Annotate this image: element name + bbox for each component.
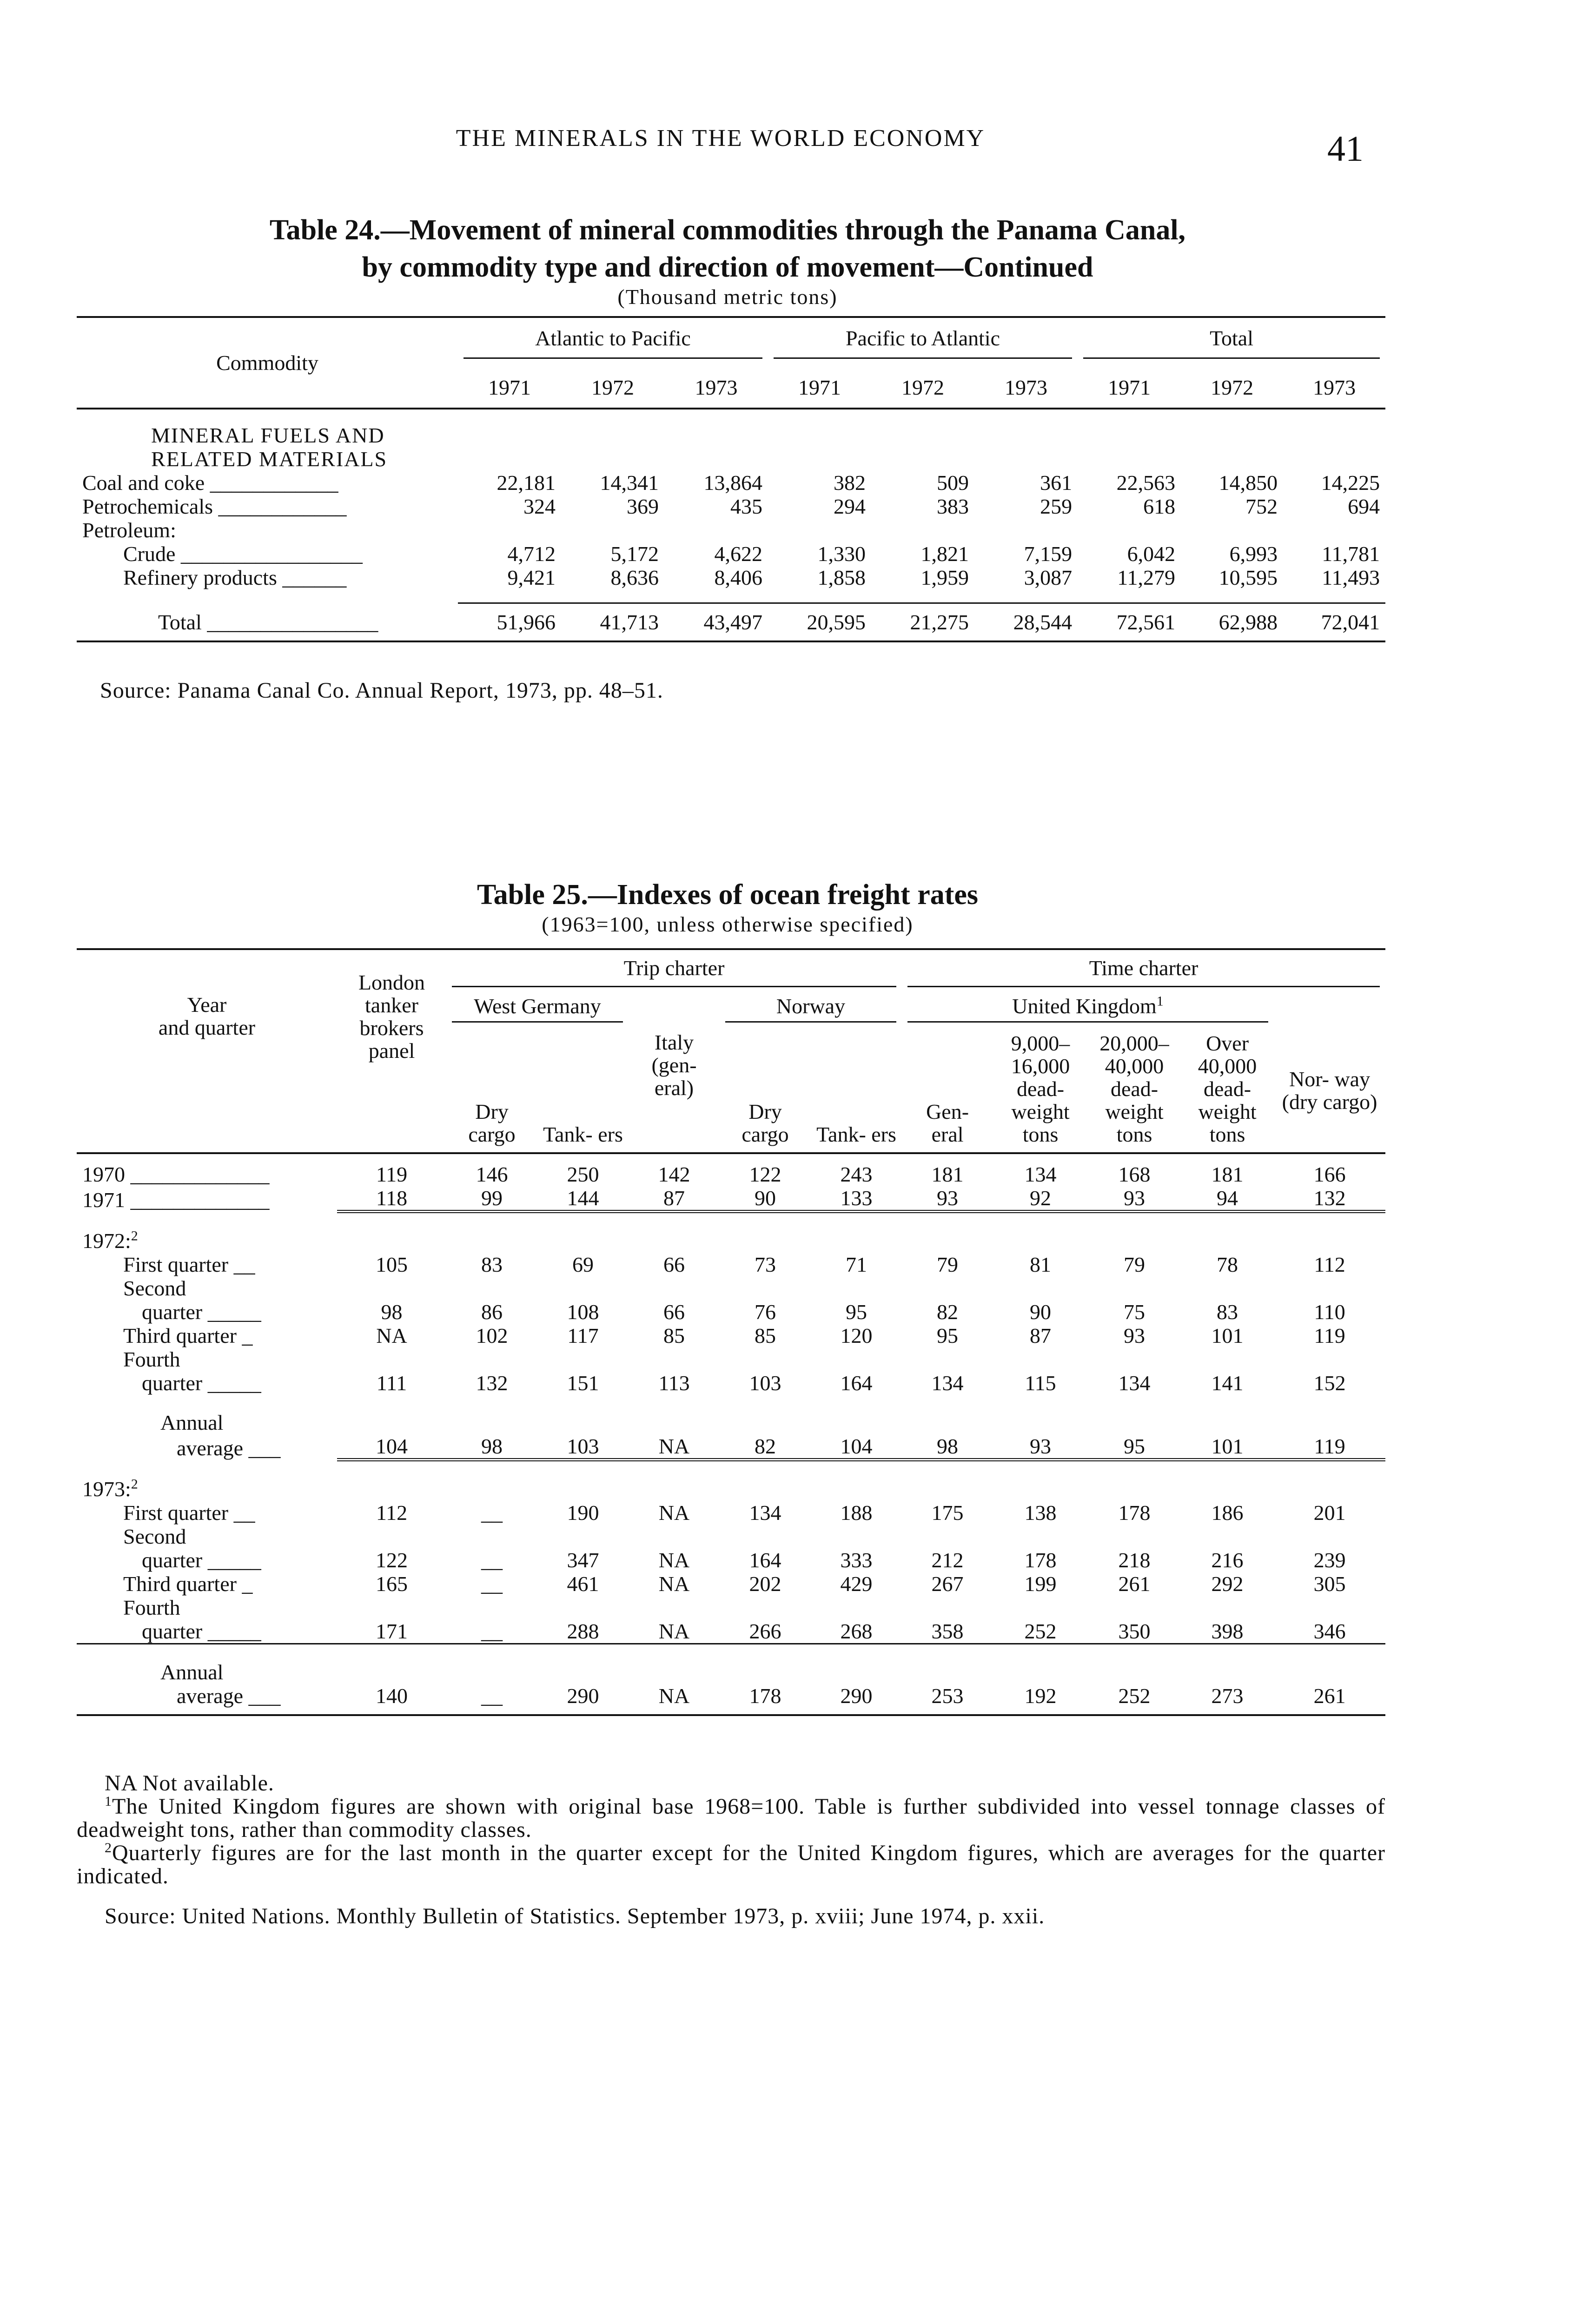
cell: 292 (1211, 1572, 1244, 1596)
cell: 11,781 (1322, 542, 1380, 566)
row-leader: _____ (207, 1619, 261, 1643)
row-label: First quarter (123, 1501, 229, 1525)
cell: NA (629, 1684, 720, 1715)
cell: 140 (337, 1684, 446, 1715)
group-header-total: Total (1083, 326, 1380, 359)
total-row (77, 603, 1385, 642)
cell: 347 (567, 1548, 599, 1572)
cell: 98 (902, 1434, 993, 1460)
cell: 134 (931, 1371, 964, 1395)
cell: NA (658, 1501, 690, 1525)
cell: 168 (1118, 1162, 1151, 1186)
running-title: THE MINERALS IN THE WORLD ECONOMY (456, 125, 986, 152)
cell: 85 (755, 1324, 776, 1347)
cell: 120 (840, 1324, 873, 1347)
trip-charter-header: Trip charter (452, 957, 896, 987)
row-leader: ___ (248, 1684, 281, 1708)
table-24-title-line1: Table 24.—Movement of mineral commodities through the Panama Canal, (269, 214, 1186, 246)
cell: 324 (523, 495, 556, 518)
cell: 79 (937, 1253, 959, 1276)
cell: 119 (1314, 1324, 1345, 1347)
cell: 192 (993, 1684, 1088, 1715)
row-label: Third quarter (123, 1324, 237, 1347)
cell: 243 (840, 1162, 873, 1186)
row-label: quarter (142, 1300, 203, 1324)
cell: 6,993 (1229, 542, 1278, 566)
row-label: Refinery products (123, 566, 277, 589)
group-header-atlantic-pacific: Atlantic to Pacific (463, 326, 762, 359)
cell: 101 (1211, 1324, 1244, 1347)
cell: 90 (1030, 1300, 1052, 1324)
cell: 4,622 (714, 542, 763, 566)
cell: 253 (902, 1684, 993, 1715)
cell: 117 (567, 1324, 599, 1347)
cell: 87 (629, 1186, 720, 1212)
cell: 202 (749, 1572, 781, 1596)
row-label: Total (158, 610, 202, 634)
table-row (77, 1501, 1385, 1525)
row-label: Fourth (123, 1347, 180, 1371)
table-25-title: Table 25.—Indexes of ocean freight rates (477, 879, 979, 911)
cell: 261 (1274, 1684, 1385, 1715)
cell: 104 (337, 1434, 446, 1460)
footnote-marker: 1 (105, 1794, 112, 1809)
cell: 86 (481, 1300, 503, 1324)
row-label: Annual (160, 1660, 224, 1684)
cell: 509 (937, 471, 969, 495)
year-header: 1972 (871, 367, 974, 409)
cell: 98 (446, 1434, 537, 1460)
row-label: average (177, 1684, 243, 1708)
cell: 273 (1181, 1684, 1274, 1715)
cell: 93 (902, 1186, 993, 1212)
cell: 618 (1143, 495, 1176, 518)
table-row (77, 1371, 1385, 1395)
cell: 171 (376, 1619, 408, 1643)
italy-header: Italy (gen- eral) (651, 1030, 697, 1100)
table-24-source: Source: Panama Canal Co. Annual Report, 1973, pp. 48–51. (100, 678, 663, 703)
row-leader: _____ (207, 1300, 261, 1324)
cell: 346 (1313, 1619, 1346, 1643)
year-header: and quarter (158, 1016, 256, 1039)
cell: NA (658, 1572, 690, 1596)
cell: 146 (476, 1162, 508, 1186)
cell: NA (658, 1619, 690, 1643)
cell: 21,275 (871, 603, 974, 642)
year-header: Year (187, 993, 227, 1017)
cell: 358 (931, 1619, 964, 1643)
cell: 76 (755, 1300, 776, 1324)
cell: 11,493 (1322, 566, 1380, 589)
table-row (77, 1324, 1385, 1347)
cell: 133 (811, 1186, 902, 1212)
cell: 178 (1118, 1501, 1151, 1525)
cell: 435 (730, 495, 763, 518)
cell: 72,561 (1078, 603, 1181, 642)
cell: 119 (1274, 1434, 1385, 1460)
cell: 134 (1118, 1371, 1151, 1395)
cell: 261 (1118, 1572, 1151, 1596)
cell: 3,087 (1024, 566, 1073, 589)
row-leader: _ (242, 1324, 253, 1347)
cell: 103 (537, 1434, 629, 1460)
cell: 71 (846, 1253, 867, 1276)
row-label: Crude (123, 542, 176, 566)
norway-way-header: Nor- way (dry cargo) (1282, 1067, 1377, 1114)
row-label: Annual (160, 1411, 224, 1434)
cell: 95 (846, 1300, 867, 1324)
cell: 152 (1313, 1371, 1346, 1395)
uk-9000-header: 9,000– 16,000 dead- weight tons (993, 1032, 1088, 1153)
cell: 1,330 (817, 542, 866, 566)
cell: 239 (1313, 1548, 1346, 1572)
cell: 87 (1030, 1324, 1052, 1347)
page-number: 41 (1327, 128, 1364, 169)
commodity-header: Commodity (77, 317, 458, 409)
year-label: 1973: (82, 1477, 131, 1501)
cell: 252 (1088, 1684, 1181, 1715)
tankers-header: Tank- ers (811, 1032, 902, 1153)
year-header: 1972 (1181, 367, 1283, 409)
row-label: Coal and coke (82, 471, 205, 495)
table-row (77, 566, 1385, 589)
cell: 119 (376, 1162, 408, 1186)
row-label: Third quarter (123, 1572, 237, 1596)
cell: 90 (720, 1186, 811, 1212)
cell: 141 (1211, 1371, 1244, 1395)
table-25 (77, 948, 1385, 1716)
uk-over-header: Over 40,000 dead- weight tons (1181, 1032, 1274, 1153)
cell: 252 (1024, 1619, 1057, 1643)
cell: 115 (1025, 1371, 1056, 1395)
cell: __ (446, 1684, 537, 1715)
cell: 93 (993, 1434, 1088, 1460)
cell: 92 (993, 1186, 1088, 1212)
year-header: 1973 (664, 367, 768, 409)
cell: 383 (937, 495, 969, 518)
cell: 79 (1124, 1253, 1145, 1276)
cell: 14,341 (600, 471, 659, 495)
general-header: Gen- eral (902, 1032, 993, 1153)
cell: 333 (840, 1548, 873, 1572)
cell: 22,181 (497, 471, 556, 495)
cell: 81 (1030, 1253, 1052, 1276)
row-leader: ______ (282, 566, 347, 589)
cell: 94 (1181, 1186, 1274, 1212)
cell: 78 (1217, 1253, 1238, 1276)
cell: 694 (1348, 495, 1380, 518)
year-header: 1973 (1283, 367, 1385, 409)
table-row (77, 1684, 1385, 1715)
cell: 361 (1040, 471, 1073, 495)
cell: 461 (567, 1572, 599, 1596)
cell: 5,172 (610, 542, 659, 566)
year-header: 1972 (561, 367, 664, 409)
cell: 382 (834, 471, 866, 495)
cell: 99 (446, 1186, 537, 1212)
row-label: Petroleum: (82, 518, 176, 542)
cell: 166 (1313, 1162, 1346, 1186)
dry-cargo-header: Dry cargo (446, 1032, 537, 1153)
table-row (77, 1572, 1385, 1596)
cell: 62,988 (1181, 603, 1283, 642)
row-label: Second (123, 1276, 186, 1300)
row-leader: _ (242, 1572, 253, 1596)
cell: 294 (834, 495, 866, 518)
row-label: First quarter (123, 1253, 229, 1276)
row-leader: _________________ (180, 542, 363, 566)
cell: 144 (537, 1186, 629, 1212)
cell: 134 (1024, 1162, 1057, 1186)
cell: 181 (1211, 1162, 1244, 1186)
cell: 98 (381, 1300, 403, 1324)
cell: 102 (476, 1324, 508, 1347)
cell: 1,858 (817, 566, 866, 589)
row-label: Petrochemicals (82, 495, 213, 518)
cell: 9,421 (507, 566, 556, 589)
row-leader: ___ (248, 1436, 281, 1460)
table-row (77, 1186, 1385, 1212)
row-label: 1971 (82, 1188, 125, 1212)
cell: 132 (1274, 1186, 1385, 1212)
cell: 14,850 (1218, 471, 1278, 495)
cell: 112 (1314, 1253, 1345, 1276)
cell: __ (481, 1619, 503, 1643)
time-charter-header: Time charter (907, 957, 1380, 987)
cell: 350 (1118, 1619, 1151, 1643)
cell: 305 (1313, 1572, 1346, 1596)
cell: 105 (376, 1253, 408, 1276)
table-row (77, 1434, 1385, 1460)
cell: 69 (572, 1253, 594, 1276)
cell: 201 (1313, 1501, 1346, 1525)
cell: 1,959 (920, 566, 969, 589)
cell: 178 (1024, 1548, 1057, 1572)
cell: 93 (1124, 1324, 1145, 1347)
cell: 22,563 (1116, 471, 1176, 495)
uk-header: United Kingdom (1012, 994, 1157, 1018)
cell: 82 (937, 1300, 959, 1324)
cell: 14,225 (1321, 471, 1380, 495)
uk-20000-header: 20,000– 40,000 dead- weight tons (1088, 1032, 1181, 1153)
table-row (77, 1619, 1385, 1644)
table-24-title-line2: by commodity type and direction of movement—Continued (362, 251, 1093, 283)
table-row (77, 1253, 1385, 1276)
cell: 290 (537, 1684, 629, 1715)
cell: 151 (567, 1371, 599, 1395)
dry-cargo-header: Dry cargo (720, 1032, 811, 1153)
cell: 178 (720, 1684, 811, 1715)
cell: 199 (1024, 1572, 1057, 1596)
row-leader: __ (233, 1501, 255, 1525)
cell: NA (629, 1434, 720, 1460)
cell: 72,041 (1283, 603, 1385, 642)
cell: 83 (1217, 1300, 1238, 1324)
cell: 122 (749, 1162, 781, 1186)
row-label: average (177, 1436, 243, 1460)
cell: 111 (376, 1371, 407, 1395)
cell: 73 (755, 1253, 776, 1276)
cell: 290 (811, 1684, 902, 1715)
cell: 212 (931, 1548, 964, 1572)
cell: 266 (749, 1619, 781, 1643)
cell: 142 (658, 1162, 690, 1186)
cell: 181 (931, 1162, 964, 1186)
cell: NA (658, 1548, 690, 1572)
cell: 429 (840, 1572, 873, 1596)
cell: 752 (1245, 495, 1278, 518)
table-row (77, 542, 1385, 566)
year-header: 1971 (768, 367, 871, 409)
year-label: 1972: (82, 1229, 131, 1253)
cell: 288 (567, 1619, 599, 1643)
cell: 218 (1118, 1548, 1151, 1572)
cell: 267 (931, 1572, 964, 1596)
table-row (77, 1548, 1385, 1572)
section-heading: MINERAL FUELS AND (151, 423, 385, 447)
row-leader: _____ (207, 1548, 261, 1572)
cell: 164 (840, 1371, 873, 1395)
cell: NA (376, 1324, 407, 1347)
footnote-2: $^2$Quarterly figures are for the last month in the quarter except for the United Kingdom figures, which are averages for the quarter indicated. (77, 1840, 1385, 1888)
footnote-marker: 2 (105, 1840, 112, 1855)
cell: 6,042 (1127, 542, 1176, 566)
cell: 1,821 (920, 542, 969, 566)
table-row (77, 1300, 1385, 1324)
cell: 4,712 (507, 542, 556, 566)
cell: 75 (1124, 1300, 1145, 1324)
cell: 190 (567, 1501, 599, 1525)
row-leader: _____ (207, 1371, 261, 1395)
tankers-header: Tank- ers (537, 1032, 629, 1153)
row-label: Second (123, 1525, 186, 1548)
cell: __ (481, 1572, 503, 1596)
footnote-1: $^1$The United Kingdom figures are shown with original base 1968=100. Table is further subdivided into vessel tonnage classes of deadweight tons, rather than commodity classes. (77, 1794, 1385, 1842)
cell: 268 (840, 1619, 873, 1643)
cell: 95 (937, 1324, 959, 1347)
row-leader: ____________ (210, 471, 338, 495)
cell: 104 (811, 1434, 902, 1460)
cell: 103 (749, 1371, 781, 1395)
cell: 112 (376, 1501, 408, 1525)
cell: 82 (720, 1434, 811, 1460)
cell: 110 (1314, 1300, 1345, 1324)
cell: 186 (1211, 1501, 1244, 1525)
footnote-na: NA Not available. (105, 1771, 274, 1796)
cell: 250 (567, 1162, 599, 1186)
cell: 118 (337, 1186, 446, 1212)
london-header: London tanker brokers panel (358, 971, 425, 1063)
footnote-marker: 2 (131, 1228, 138, 1244)
table-24-title (70, 211, 1385, 286)
cell: 13,864 (703, 471, 763, 495)
cell: 164 (749, 1548, 781, 1572)
cell: 259 (1040, 495, 1073, 518)
cell: 7,159 (1024, 542, 1073, 566)
table-24-units: (Thousand metric tons) (617, 285, 838, 309)
row-leader: ____________ (218, 495, 347, 518)
footnote-marker: 1 (1156, 993, 1164, 1009)
cell: 216 (1211, 1548, 1244, 1572)
cell: 10,595 (1218, 566, 1278, 589)
table-row (77, 471, 1385, 495)
cell: 398 (1211, 1619, 1244, 1643)
cell: 85 (663, 1324, 685, 1347)
group-header-pacific-atlantic: Pacific to Atlantic (774, 326, 1072, 359)
table-row (77, 1162, 1385, 1186)
cell: 108 (567, 1300, 599, 1324)
row-label: 1970 (82, 1162, 125, 1186)
cell: 66 (663, 1300, 685, 1324)
cell: 11,279 (1117, 566, 1176, 589)
cell: 134 (749, 1501, 781, 1525)
row-label: quarter (142, 1371, 203, 1395)
row-leader: _____________ (130, 1162, 270, 1186)
cell: 28,544 (974, 603, 1078, 642)
cell: 95 (1088, 1434, 1181, 1460)
table-25-subtitle: (1963=100, unless otherwise specified) (542, 912, 914, 936)
row-leader: _____________ (130, 1188, 270, 1212)
footnote-marker: 2 (131, 1476, 138, 1492)
row-label: quarter (142, 1548, 203, 1572)
cell: 101 (1181, 1434, 1274, 1460)
cell: 175 (931, 1501, 964, 1525)
table-25-footnotes (77, 1772, 1385, 1928)
cell: 113 (658, 1371, 690, 1395)
cell: 165 (376, 1572, 408, 1596)
west-germany-header: West Germany (452, 995, 623, 1023)
cell: 369 (627, 495, 659, 518)
norway-header: Norway (725, 995, 896, 1023)
cell: 20,595 (768, 603, 871, 642)
table-row (77, 518, 1385, 542)
cell: 8,406 (714, 566, 763, 589)
row-label: Fourth (123, 1596, 180, 1619)
cell: 66 (663, 1253, 685, 1276)
cell: 138 (1024, 1501, 1057, 1525)
section-heading: RELATED MATERIALS (151, 447, 388, 471)
year-header: 1971 (458, 367, 561, 409)
year-header: 1973 (974, 367, 1078, 409)
row-leader: __ (233, 1253, 255, 1276)
table-25-source: Source: United Nations. Monthly Bulletin of Statistics. September 1973, p. xviii; June 1974, p. xxii. (105, 1904, 1045, 1928)
cell: 132 (476, 1371, 508, 1395)
year-header: 1971 (1078, 367, 1181, 409)
cell: 122 (376, 1548, 408, 1572)
table-row (77, 495, 1385, 518)
cell: 41,713 (561, 603, 664, 642)
cell: __ (481, 1548, 503, 1572)
cell: 51,966 (458, 603, 561, 642)
row-leader: ________________ (207, 610, 378, 634)
cell: 8,636 (610, 566, 659, 589)
cell: 93 (1088, 1186, 1181, 1212)
cell: 188 (840, 1501, 873, 1525)
cell: 83 (481, 1253, 503, 1276)
cell: 43,497 (664, 603, 768, 642)
cell: __ (481, 1501, 503, 1525)
row-label: quarter (142, 1619, 203, 1643)
table-24 (77, 316, 1385, 642)
